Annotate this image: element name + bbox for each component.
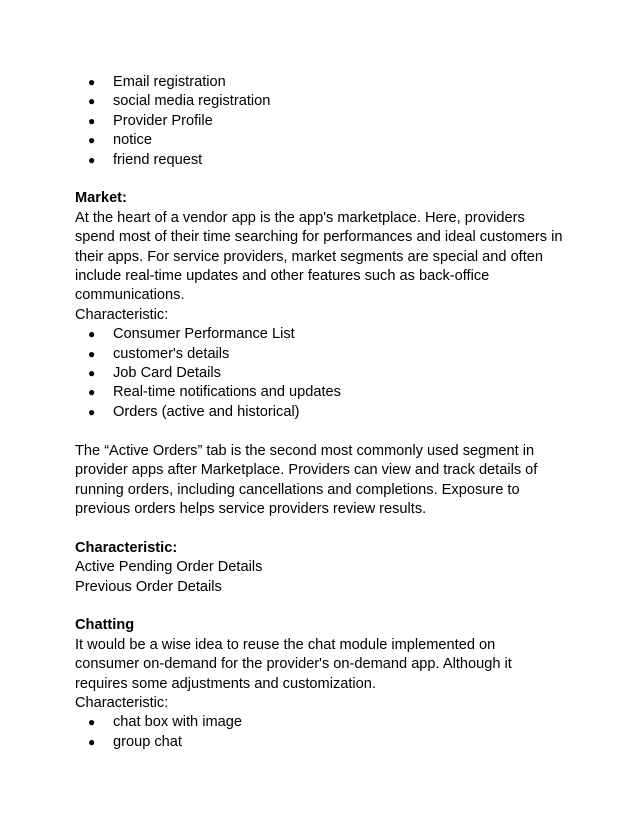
list-item xyxy=(75,92,575,111)
market-bullet-list xyxy=(75,325,575,422)
list-item-text: Email registration xyxy=(113,74,226,90)
chatting-bullet-list xyxy=(75,713,575,752)
list-item xyxy=(75,403,575,422)
list-item-text: Provider Profile xyxy=(113,112,213,129)
chatting-characteristic-label: Characteristic: xyxy=(75,694,169,711)
list-item-text: social media registration xyxy=(113,93,271,110)
order-detail-line: Previous Order Details xyxy=(75,578,222,595)
paragraph-line: It would be a wise idea to reuse the chat module implemented on xyxy=(75,636,496,653)
list-item xyxy=(75,131,575,150)
bullet-icon: ● xyxy=(88,327,96,342)
chatting-paragraph xyxy=(75,636,575,694)
chatting-heading: Chatting xyxy=(75,617,135,634)
list-item xyxy=(75,345,575,364)
list-item xyxy=(75,151,575,170)
paragraph-line: their apps. For service providers, market segments are special and often xyxy=(75,248,544,265)
list-item xyxy=(75,733,575,752)
document-content xyxy=(75,73,575,752)
market-paragraph xyxy=(75,209,575,306)
paragraph-line: consumer on-demand for the provider's on-demand app. Although it xyxy=(75,656,512,673)
bullet-icon: ● xyxy=(88,715,96,730)
paragraph-line: communications. xyxy=(75,287,185,304)
paragraph-line: At the heart of a vendor app is the app's marketplace. Here, providers xyxy=(75,209,525,226)
list-item-text: customer's details xyxy=(113,345,230,362)
list-item-text: chat box with image xyxy=(113,714,242,731)
list-item-text: Consumer Performance List xyxy=(113,326,295,343)
spacer xyxy=(75,519,575,538)
bullet-icon: ● xyxy=(88,385,96,400)
market-heading: Market: xyxy=(75,190,127,207)
bullet-icon: ● xyxy=(88,113,96,128)
list-item xyxy=(75,73,575,92)
list-item xyxy=(75,713,575,732)
bullet-icon: ● xyxy=(88,734,96,749)
active-orders-characteristic-heading: Characteristic: xyxy=(75,539,178,556)
bullet-icon: ● xyxy=(88,346,96,361)
list-item xyxy=(75,325,575,344)
list-item xyxy=(75,383,575,402)
paragraph-line: include real-time updates and other features such as back-office xyxy=(75,268,490,285)
spacer xyxy=(75,597,575,616)
paragraph-line: previous orders helps service providers review results. xyxy=(75,500,427,517)
list-item-text: notice xyxy=(113,132,152,149)
list-item-text: Real-time notifications and updates xyxy=(113,384,341,401)
paragraph-line: spend most of their time searching for performances and ideal customers in xyxy=(75,229,563,246)
bullet-icon: ● xyxy=(88,133,96,148)
paragraph-line: The “Active Orders” tab is the second most commonly used segment in xyxy=(75,442,535,459)
spacer xyxy=(75,170,575,189)
paragraph-line: requires some adjustments and customization. xyxy=(75,675,376,692)
list-item-text: friend request xyxy=(113,151,203,168)
list-item-text: group chat xyxy=(113,733,182,750)
bullet-icon: ● xyxy=(88,94,96,109)
list-item xyxy=(75,364,575,383)
spacer xyxy=(75,422,575,441)
market-characteristic-label: Characteristic: xyxy=(75,306,169,323)
paragraph-line: provider apps after Marketplace. Providers can view and track details of xyxy=(75,462,538,479)
list-item-text: Job Card Details xyxy=(113,365,221,382)
order-detail-line: Active Pending Order Details xyxy=(75,559,263,576)
bullet-icon: ● xyxy=(88,366,96,381)
bullet-icon: ● xyxy=(88,152,96,167)
bullet-icon: ● xyxy=(88,404,96,419)
list-item xyxy=(75,112,575,131)
bullet-icon: ● xyxy=(88,75,96,89)
intro-bullet-list xyxy=(75,73,575,170)
list-item-text: Orders (active and historical) xyxy=(113,403,300,420)
paragraph-line: running orders, including cancellations and completions. Exposure to xyxy=(75,481,520,498)
active-orders-paragraph xyxy=(75,442,575,520)
